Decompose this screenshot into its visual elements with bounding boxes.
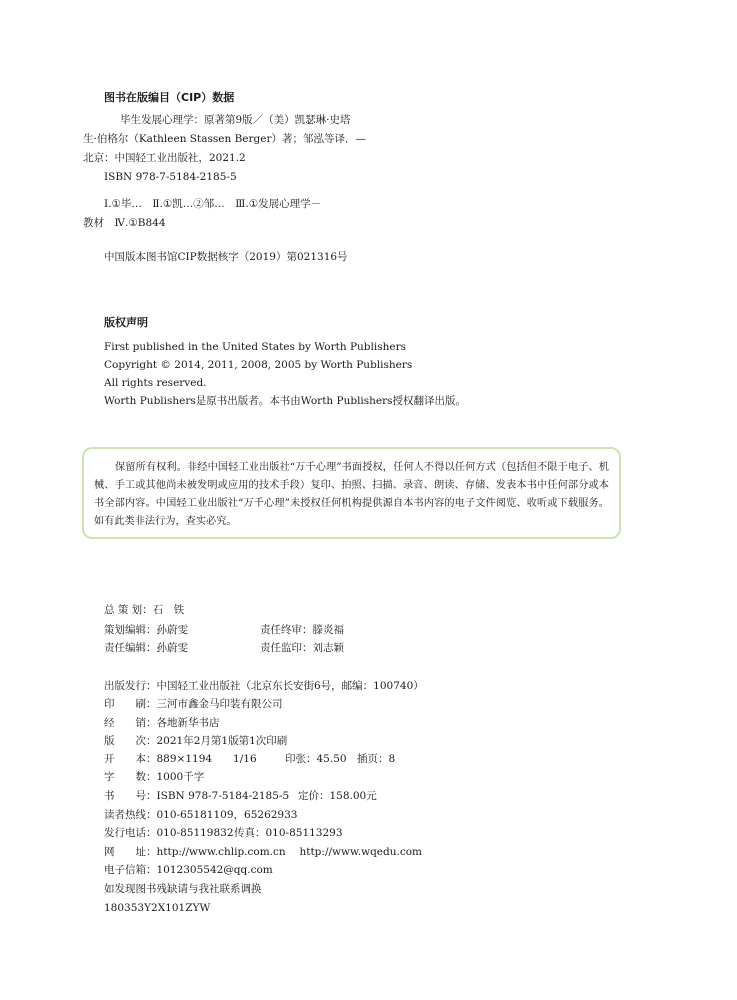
pub-hotline <box>104 808 297 822</box>
web-label: 网 址： <box>104 846 157 858</box>
credit-plan-editor <box>104 623 188 637</box>
planner-label: 总 策 划： <box>104 604 153 616</box>
edition-value: 2021年2月第1版第1次印刷 <box>156 735 288 747</box>
distributor-value: 各地新华书店 <box>156 717 220 729</box>
web-value: http://www.chlip.com.cn http://www.wqedu.com <box>156 846 422 858</box>
pub-inserts: 插页：8 <box>357 753 396 765</box>
isbn-label: 书 号： <box>104 790 157 802</box>
pub-web <box>104 845 422 859</box>
pub-printer <box>104 697 283 711</box>
copyright-line-1: First published in the United States by Worth Publishers <box>104 341 407 353</box>
publisher-label: 出版发行： <box>104 680 157 692</box>
format-size: 889×1194 1/16 <box>156 753 257 765</box>
copyright-heading: 版权声明 <box>104 316 148 329</box>
isbn-value: ISBN 978-7-5184-2185-5 <box>156 790 290 802</box>
final-review-value: 滕炎福 <box>312 624 344 636</box>
edition-label: 版 次： <box>104 735 157 747</box>
pub-email <box>104 863 273 877</box>
copyright-line-4: Worth Publishers是原书出版者。本书由Worth Publishers授权翻译出版。 <box>104 395 467 407</box>
words-value: 1000千字 <box>156 771 205 783</box>
resp-editor-value: 孙蔚雯 <box>156 642 188 654</box>
cip-isbn: ISBN 978-7-5184-2185-5 <box>104 171 237 183</box>
copyright-line-2: Copyright © 2014, 2011, 2008, 2005 by Worth Publishers <box>104 359 413 371</box>
copyright-line-3: All rights reserved. <box>104 377 207 389</box>
printer-value: 三河市鑫金马印装有限公司 <box>156 698 283 710</box>
email-label: 电子信箱： <box>104 864 157 876</box>
cip-line-1: 毕生发展心理学：原著第9版／（美）凯瑟琳·史塔 <box>120 114 351 126</box>
supervisor-value: 刘志颖 <box>312 642 344 654</box>
pub-distributor <box>104 716 220 730</box>
pub-words <box>104 770 204 784</box>
pub-price: 定价：158.00元 <box>298 790 377 802</box>
pub-code: 180353Y2X101ZYW <box>104 902 211 914</box>
email-value: 1012305542@qq.com <box>156 864 273 876</box>
phone-label: 发行电话： <box>104 827 157 839</box>
cip-number: 中国版本图书馆CIP数据核字（2019）第021316号 <box>104 251 348 263</box>
distributor-label: 经 销： <box>104 717 157 729</box>
cip-line-5: Ⅰ.①毕… Ⅱ.①凯…②邹… Ⅲ.①发展心理学－ <box>104 198 322 210</box>
pub-isbn <box>104 789 289 803</box>
pub-fax: 传真：010-85113293 <box>234 827 343 839</box>
credit-supervisor <box>260 641 344 655</box>
credit-resp-editor <box>104 641 188 655</box>
pub-format <box>104 752 257 766</box>
plan-editor-label: 策划编辑： <box>104 624 157 636</box>
credit-planner <box>104 603 184 617</box>
resp-editor-label: 责任编辑： <box>104 642 157 654</box>
supervisor-label: 责任监印： <box>260 642 313 654</box>
publisher-value: 中国轻工业出版社（北京东长安街6号，邮编：100740） <box>156 680 424 692</box>
credit-final-review <box>260 623 344 637</box>
pub-sheets: 印张：45.50 <box>285 753 347 765</box>
phone-value: 010-85119832 <box>156 827 234 839</box>
pub-publisher <box>104 679 424 693</box>
cip-line-2: 生·伯格尔（Kathleen Stassen Berger）著；邹泓等译．— <box>83 133 366 145</box>
cip-line-6: 教材 Ⅳ.①B844 <box>83 217 166 229</box>
hotline-value: 010-65181109，65262933 <box>156 809 298 821</box>
rights-notice-text: 保留所有权利。非经中国轻工业出版社“万千心理”书面授权，任何人不得以任何方式（包括但不限于电子、机械、手工或其他尚未被发明或应用的技术手段）复印、拍照、扫描、录音、朗读、存储、发表本书中任何部分或本书全部内容。中国轻工业出版社“万千心理”未授权任何机构提供源自本书内容的电子文件阅览、收听或下载服务。如有此类非法行为，查实必究。 <box>94 462 609 527</box>
planner-value: 石 铁 <box>152 604 185 616</box>
cip-line-3: 北京：中国轻工业出版社，2021.2 <box>83 152 246 164</box>
words-label: 字 数： <box>104 771 157 783</box>
rights-notice-box <box>82 447 621 539</box>
pub-phone <box>104 826 234 840</box>
printer-label: 印 刷： <box>104 698 157 710</box>
hotline-label: 读者热线： <box>104 809 157 821</box>
pub-edition <box>104 734 287 748</box>
cip-heading: 图书在版编目（CIP）数据 <box>104 91 235 104</box>
format-label: 开 本： <box>104 753 157 765</box>
plan-editor-value: 孙蔚雯 <box>156 624 188 636</box>
pub-defect-note: 如发现图书残缺请与我社联系调换 <box>104 883 262 895</box>
final-review-label: 责任终审： <box>260 624 313 636</box>
